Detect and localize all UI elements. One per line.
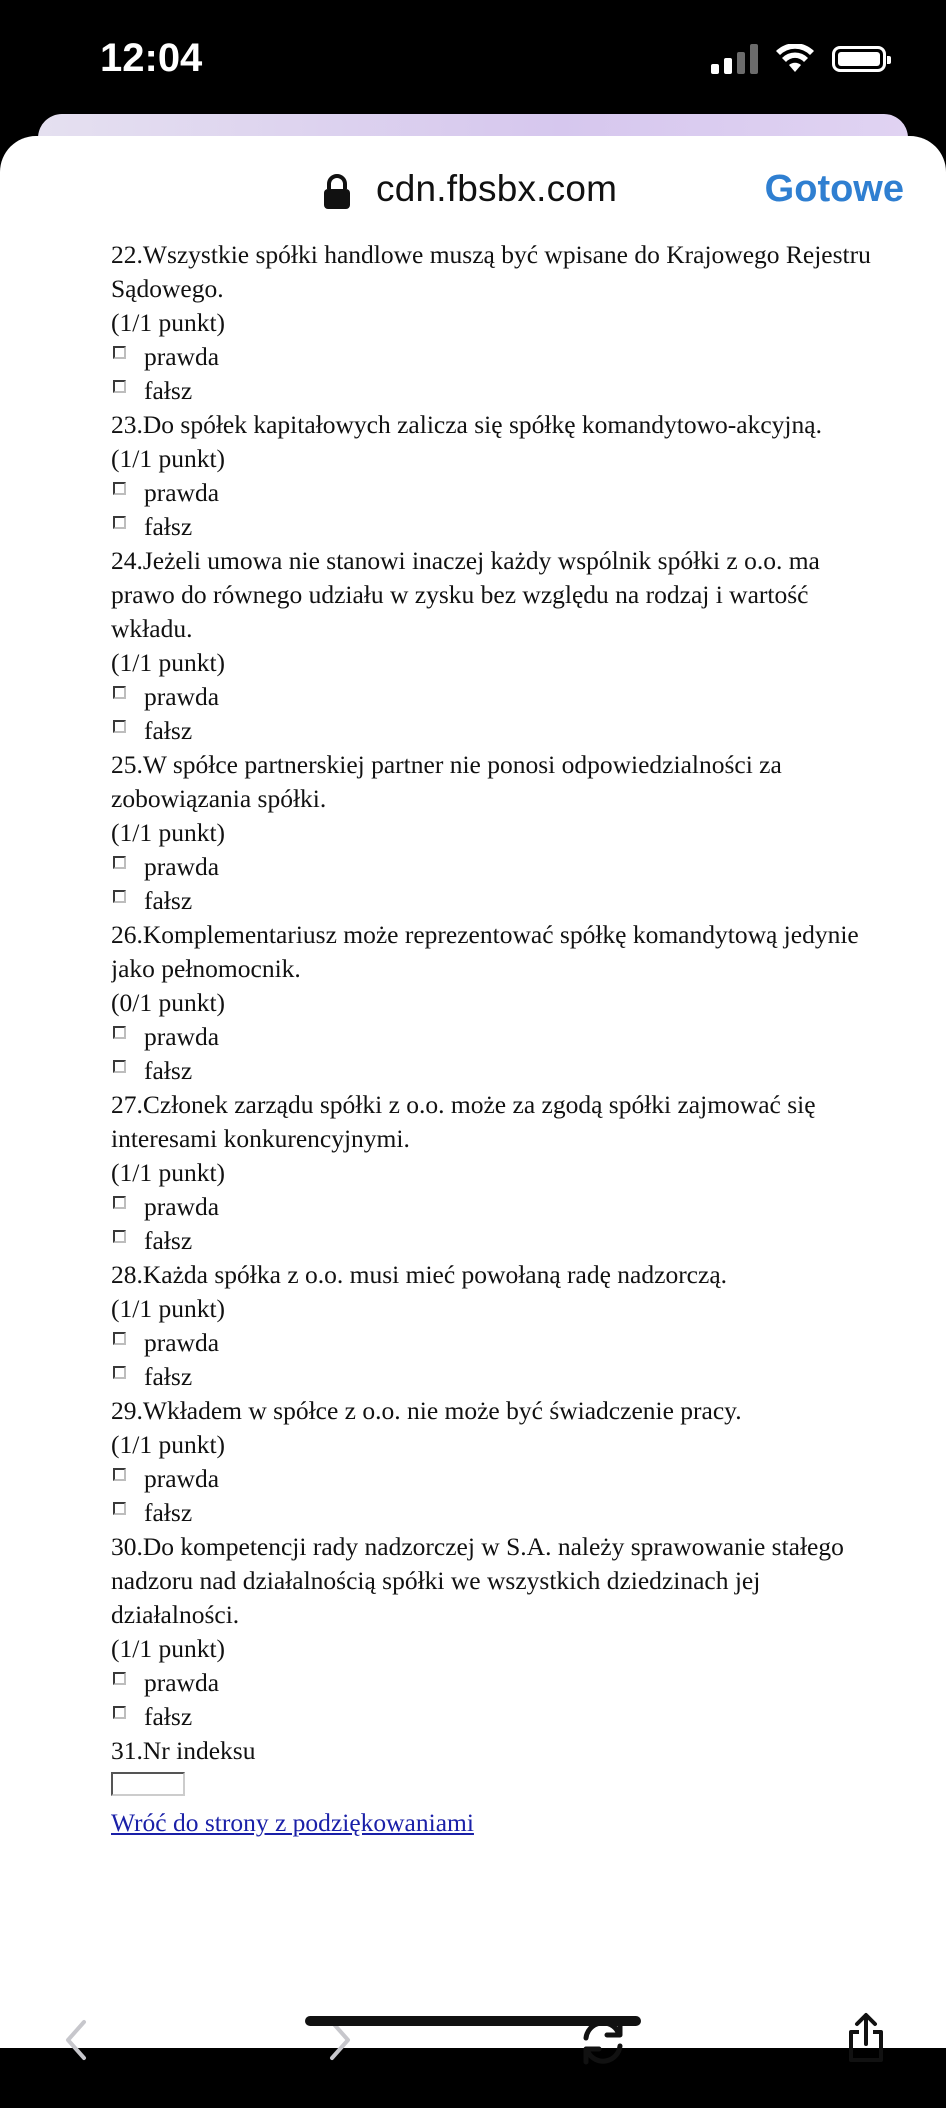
- done-button[interactable]: Gotowe: [764, 168, 904, 210]
- question-text: 25.W spółce partnerskiej partner nie ponosi odpowiedzialności za zobowiązania spółki.: [111, 750, 782, 813]
- question-points: (1/1 punkt): [111, 818, 226, 847]
- answer-label: prawda: [144, 1464, 220, 1493]
- question-points: (1/1 punkt): [111, 648, 226, 677]
- radio-button[interactable]: [113, 346, 126, 359]
- url-text[interactable]: cdn.fbsbx.com: [376, 168, 618, 209]
- question-block: [111, 918, 871, 1088]
- radio-button[interactable]: [113, 516, 126, 529]
- back-icon[interactable]: [62, 2018, 90, 2062]
- question-block: [111, 1258, 871, 1394]
- question-block: [111, 1530, 871, 1734]
- answer-option[interactable]: [111, 1054, 871, 1088]
- question-points: (0/1 punkt): [111, 988, 226, 1017]
- question-points: (1/1 punkt): [111, 1430, 226, 1459]
- back-to-thanks-link[interactable]: Wróć do strony z podziękowaniami: [111, 1808, 474, 1837]
- home-indicator: [305, 2016, 641, 2026]
- question-points: (1/1 punkt): [111, 1294, 226, 1323]
- question-text: 30.Do kompetencji rady nadzorczej w S.A. należy sprawowanie stałego nadzoru nad działalnością spółki we wszystkich dziedzinach jej działalności.: [111, 1532, 844, 1629]
- index-input[interactable]: [111, 1772, 185, 1796]
- page-content: [111, 238, 871, 1980]
- bottom-toolbar: [0, 1988, 946, 2108]
- status-icons: [711, 44, 886, 74]
- question-block: [111, 748, 871, 918]
- radio-button[interactable]: [113, 1468, 126, 1481]
- answer-label: prawda: [144, 1022, 220, 1051]
- browser-sheet: [0, 136, 946, 2048]
- radio-button[interactable]: [113, 1332, 126, 1345]
- cellular-signal-icon: [711, 44, 758, 74]
- radio-button[interactable]: [113, 1026, 126, 1039]
- status-time: 12:04: [100, 36, 203, 80]
- answer-label: prawda: [144, 1192, 220, 1221]
- radio-button[interactable]: [113, 1672, 126, 1685]
- index-label: 31.Nr indeksu: [111, 1736, 256, 1765]
- answer-option[interactable]: [111, 1462, 871, 1496]
- answer-label: fałsz: [144, 716, 193, 745]
- question-text: 22.Wszystkie spółki handlowe muszą być wpisane do Krajowego Rejestru Sądowego.: [111, 240, 871, 303]
- answer-option[interactable]: [111, 680, 871, 714]
- answer-option[interactable]: [111, 1666, 871, 1700]
- answer-label: fałsz: [144, 1056, 193, 1085]
- question-block: [111, 408, 871, 544]
- question-text: 28.Każda spółka z o.o. musi mieć powołaną radę nadzorczą.: [111, 1260, 728, 1289]
- answer-label: fałsz: [144, 1362, 193, 1391]
- question-block: [111, 544, 871, 748]
- radio-button[interactable]: [113, 890, 126, 903]
- question-block: [111, 1088, 871, 1258]
- radio-button[interactable]: [113, 856, 126, 869]
- answer-option[interactable]: [111, 850, 871, 884]
- answer-option[interactable]: [111, 476, 871, 510]
- radio-button[interactable]: [113, 1706, 126, 1719]
- status-bar: [0, 0, 946, 130]
- question-text: 27.Członek zarządu spółki z o.o. może za zgodą spółki zajmować się interesami konkurencyjnymi.: [111, 1090, 816, 1153]
- radio-button[interactable]: [113, 482, 126, 495]
- answer-option[interactable]: [111, 510, 871, 544]
- lock-icon: [322, 174, 352, 210]
- wifi-icon: [776, 44, 814, 74]
- question-points: (1/1 punkt): [111, 308, 226, 337]
- radio-button[interactable]: [113, 1502, 126, 1515]
- answer-option[interactable]: [111, 1326, 871, 1360]
- answer-label: fałsz: [144, 1702, 193, 1731]
- answer-label: prawda: [144, 342, 220, 371]
- answer-option[interactable]: [111, 374, 871, 408]
- answer-label: fałsz: [144, 512, 193, 541]
- answer-option[interactable]: [111, 884, 871, 918]
- answer-option[interactable]: [111, 1020, 871, 1054]
- radio-button[interactable]: [113, 720, 126, 733]
- question-text: 23.Do spółek kapitałowych zalicza się spółkę komandytowo-akcyjną.: [111, 410, 822, 439]
- radio-button[interactable]: [113, 1196, 126, 1209]
- answer-option[interactable]: [111, 714, 871, 748]
- question-list: [111, 238, 871, 1734]
- answer-label: prawda: [144, 852, 220, 881]
- answer-label: fałsz: [144, 886, 193, 915]
- question-block: [111, 238, 871, 408]
- radio-button[interactable]: [113, 686, 126, 699]
- radio-button[interactable]: [113, 1060, 126, 1073]
- radio-button[interactable]: [113, 380, 126, 393]
- question-points: (1/1 punkt): [111, 1158, 226, 1187]
- question-text: 29.Wkładem w spółce z o.o. nie może być świadczenie pracy.: [111, 1396, 742, 1425]
- answer-option[interactable]: [111, 340, 871, 374]
- answer-label: prawda: [144, 1668, 220, 1697]
- answer-option[interactable]: [111, 1496, 871, 1530]
- radio-button[interactable]: [113, 1230, 126, 1243]
- answer-option[interactable]: [111, 1224, 871, 1258]
- question-text: 24.Jeżeli umowa nie stanowi inaczej każdy wspólnik spółki z o.o. ma prawo do równego udziału w zysku bez względu na rodzaj i wartość wkładu.: [111, 546, 820, 643]
- answer-option[interactable]: [111, 1700, 871, 1734]
- question-block: [111, 1394, 871, 1530]
- answer-label: fałsz: [144, 1498, 193, 1527]
- answer-option[interactable]: [111, 1360, 871, 1394]
- answer-label: fałsz: [144, 1226, 193, 1255]
- question-points: (1/1 punkt): [111, 444, 226, 473]
- url-bar[interactable]: [0, 136, 946, 246]
- answer-label: fałsz: [144, 376, 193, 405]
- share-icon[interactable]: [846, 2012, 886, 2064]
- question-points: (1/1 punkt): [111, 1634, 226, 1663]
- question-text: 26.Komplementariusz może reprezentować spółkę komandytową jedynie jako pełnomocnik.: [111, 920, 859, 983]
- answer-label: prawda: [144, 682, 220, 711]
- answer-label: prawda: [144, 478, 220, 507]
- radio-button[interactable]: [113, 1366, 126, 1379]
- battery-icon: [832, 46, 886, 72]
- answer-label: prawda: [144, 1328, 220, 1357]
- answer-option[interactable]: [111, 1190, 871, 1224]
